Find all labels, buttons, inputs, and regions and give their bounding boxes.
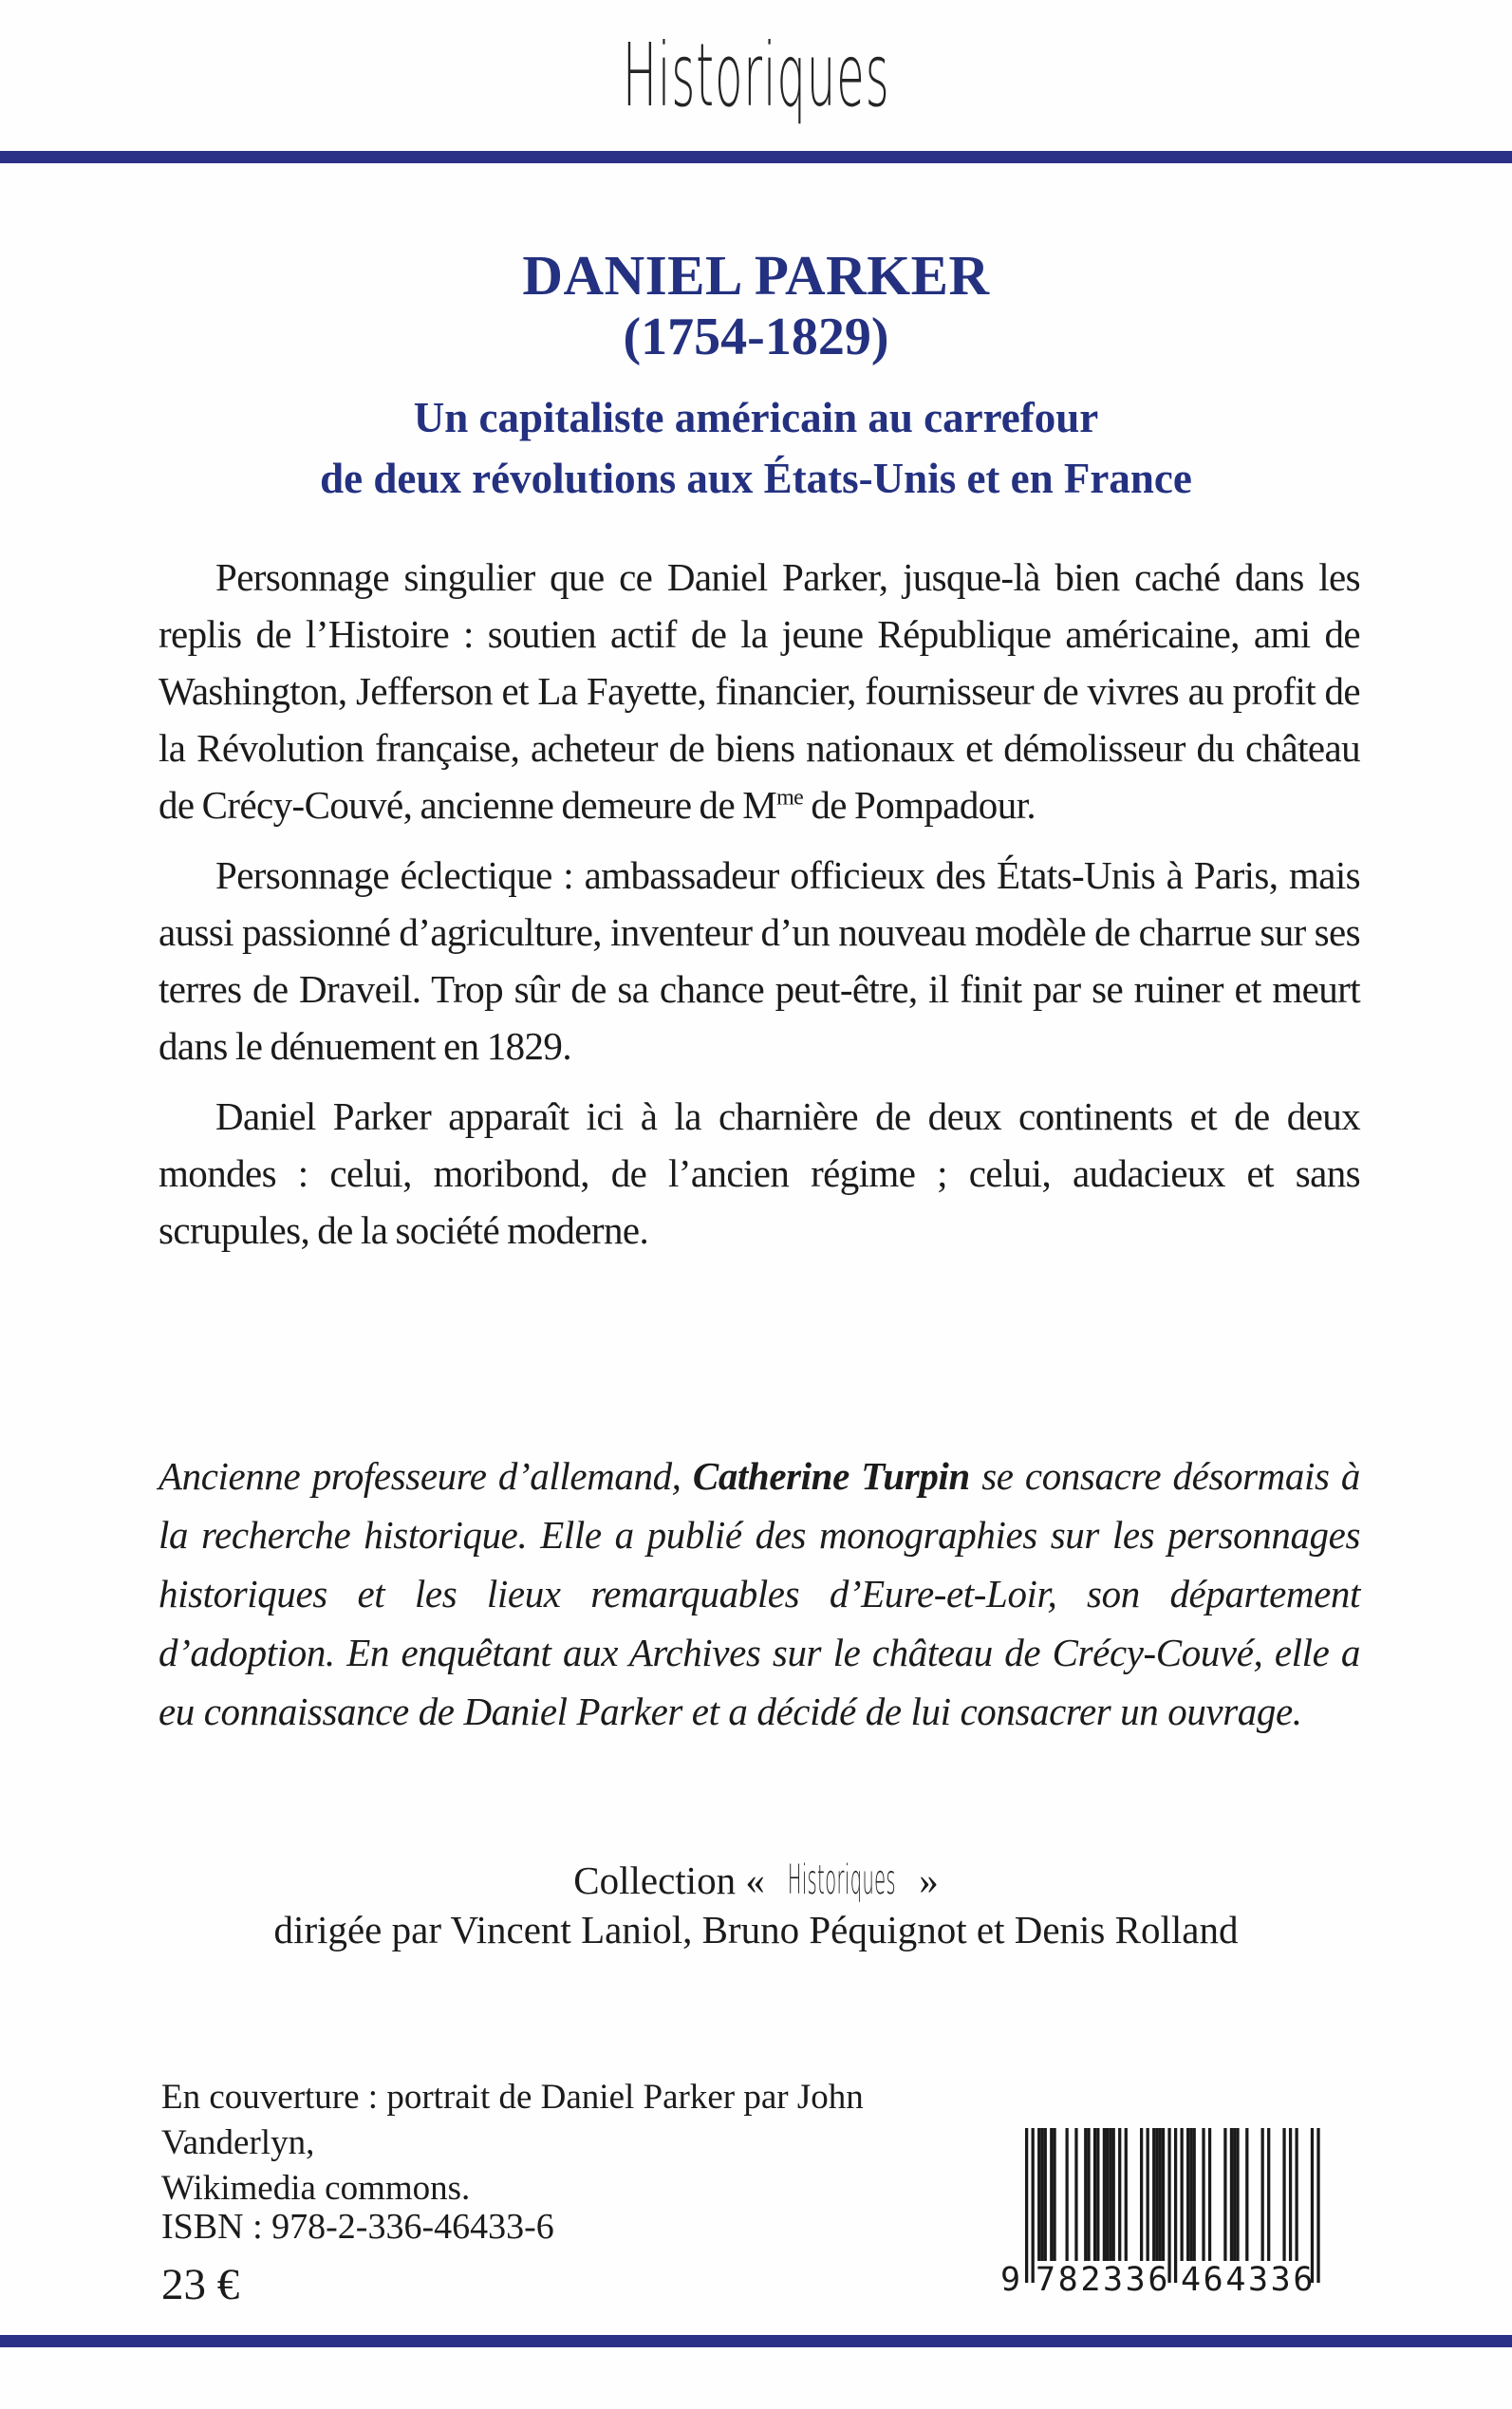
- author-bio: [159, 1447, 1360, 1741]
- collection-prefix: Collection «: [573, 1858, 775, 1902]
- collection-line: [0, 1857, 1512, 1904]
- title-block: [0, 243, 1512, 509]
- cover-credit: [161, 2075, 1016, 2212]
- superscript-me: me: [776, 785, 804, 811]
- collection-name-logo: Historiques: [787, 1857, 897, 1904]
- collection-directors: dirigée par Vincent Laniol, Bruno Péquignot et Denis Rolland: [273, 1908, 1239, 1951]
- cover-credit-line2: Wikimedia commons.: [161, 2169, 471, 2208]
- collection-block: [0, 1857, 1512, 1953]
- barcode-digits-group1: 782336: [1036, 2261, 1171, 2299]
- author-name: Catherine Turpin: [692, 1454, 970, 1498]
- ean13-barcode: [997, 2128, 1324, 2306]
- collection-logo: Historiques: [622, 25, 890, 126]
- price: 23 €: [161, 2260, 240, 2309]
- author-bio-suffix: se consacre désormais à la recherche historique. Elle a publié des monographies sur les personnages historiques et les lieux remarquables d’Eure-et-Loir, son département d’adoption. En enquêtant aux Archives sur le château de Crécy-Couvé, elle a eu connaissance de Daniel Parker et a décidé de lui consacrer un ouvrage.: [159, 1454, 1360, 1733]
- isbn: ISBN : 978-2-336-46433-6: [161, 2207, 554, 2247]
- top-divider-bar: [0, 151, 1512, 163]
- book-years: (1754-1829): [623, 308, 889, 366]
- header: [0, 25, 1512, 126]
- synopsis-paragraph-1: [159, 549, 1360, 833]
- cover-credit-line1: En couverture : portrait de Daniel Parker par John Vanderlyn,: [161, 2078, 864, 2162]
- barcode-digits-group2: 464336: [1181, 2261, 1316, 2299]
- book-subtitle: [0, 387, 1512, 509]
- synopsis-paragraph-2: Personnage éclectique : ambassadeur officieux des États-Unis à Paris, mais aussi passionné d’agriculture, inventeur d’un nouveau modèle de charrue sur ses terres de Draveil. Trop sûr de sa chance peut-être, il finit par se ruiner et meurt dans le dénuement en 1829.: [159, 853, 1360, 1068]
- author-bio-prefix: Ancienne professeure d’allemand,: [159, 1454, 693, 1498]
- bottom-divider-bar: [0, 2335, 1512, 2347]
- synopsis-paragraph-1-text: Personnage singulier que ce Daniel Parker, jusque-là bien caché dans les replis de l’Histoire : soutien actif de la jeune République américaine, ami de Washington, Jefferson et La Fayette, financier, fournisseur de vivres au profit de la Révolution française, acheteur de biens nationaux et démolisseur du château de Crécy-Couvé, ancienne demeure de M: [159, 555, 1360, 827]
- synopsis-paragraph-3: Daniel Parker apparaît ici à la charnière de deux continents et de deux mondes : celui, moribond, de l’ancien régime ; celui, audacieux et sans scrupules, de la société moderne.: [159, 1094, 1360, 1252]
- book-title: DANIEL PARKER: [522, 244, 990, 307]
- barcode-digit-first: 9: [1000, 2261, 1021, 2299]
- synopsis-paragraph-1-end: de Pompadour.: [803, 783, 1036, 827]
- book-subtitle-line2: de deux révolutions aux États-Unis et en France: [320, 455, 1192, 502]
- book-subtitle-line1: Un capitaliste américain au carrefour: [413, 394, 1099, 441]
- collection-suffix: »: [908, 1858, 939, 1902]
- synopsis: [159, 549, 1360, 1272]
